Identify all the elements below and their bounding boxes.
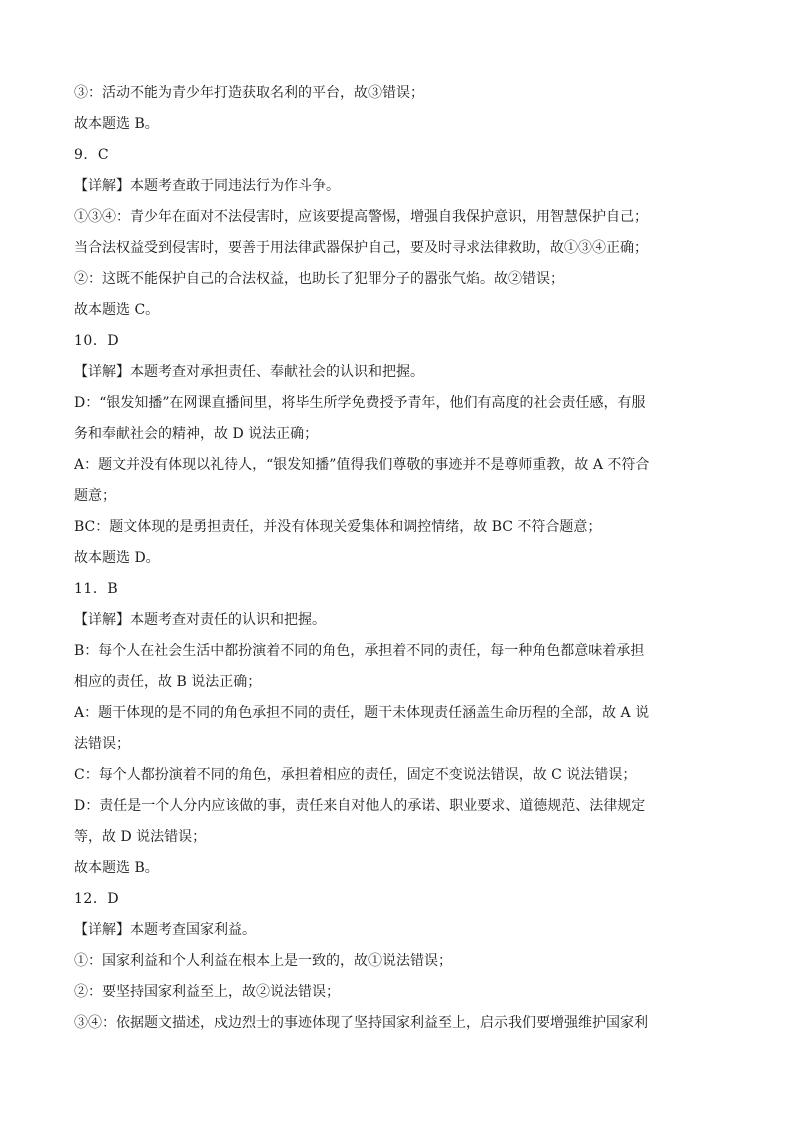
text-line: ②：要坚持国家利益至上，故②说法错误；: [74, 984, 340, 1000]
text-line: BC：题文体现的是勇担责任，并没有体现关爱集体和调控情绪，故 BC 不符合题意；: [74, 519, 602, 535]
text-line: 当合法权益受到侵害时，要善于用法律武器保护自己，要及时寻求法律救助，故①③④正确；: [74, 240, 648, 256]
text-line: D：“银发知播”在网课直播间里，将毕生所学免费授予青年，他们有高度的社会责任感，有服: [74, 395, 646, 411]
text-line: ③④：依据题文描述，戍边烈士的事迹体现了坚持国家利益至上，启示我们要增强维护国家利: [74, 1015, 648, 1031]
text-line: 等，故 D 说法错误；: [74, 829, 207, 845]
explanation-heading: 【详解】本题考查国家利益。: [74, 922, 256, 938]
text-line: C：每个人都扮演着不同的角色，承担着相应的责任，固定不变说法错误，故 C 说法错误；: [74, 767, 637, 783]
text-line: ①：国家利益和个人利益在根本上是一致的，故①说法错误；: [74, 953, 452, 969]
text-line: A：题干体现的是不同的角色承担不同的责任，题干未体现责任涵盖生命历程的全部，故 A 说: [74, 705, 650, 721]
question-number: 12．D: [74, 891, 120, 907]
explanation-heading: 【详解】本题考查对承担责任、奉献社会的认识和把握。: [74, 364, 424, 380]
explanation-heading: 【详解】本题考查敢于同违法行为作斗争。: [74, 178, 340, 194]
text-line: 题意；: [74, 488, 116, 504]
text-line: A：题文并没有体现以礼待人，“银发知播”值得我们尊敬的事迹并不是尊师重教，故 A 不符合: [74, 457, 650, 473]
question-number: 9．C: [74, 147, 110, 163]
text-line: 故本题选 C。: [74, 302, 160, 318]
text-line: ①③④：青少年在面对不法侵害时，应该要提高警惕，增强自我保护意识，用智慧保护自己；: [74, 209, 648, 225]
question-number: 10．D: [74, 333, 120, 349]
question-number: 11．B: [74, 581, 119, 597]
text-line: 故本题选 B。: [74, 860, 159, 876]
text-line: 故本题选 B。: [74, 116, 159, 132]
text-line: D：责任是一个人分内应该做的事，责任来自对他人的承诺、职业要求、道德规范、法律规定: [74, 798, 646, 814]
text-line: 相应的责任，故 B 说法正确；: [74, 674, 262, 690]
text-line: 务和奉献社会的精神，故 D 说法正确；: [74, 426, 319, 442]
text-line: 法错误；: [74, 736, 130, 752]
answer-explanations: [74, 78, 726, 1039]
text-line: B：每个人在社会生活中都扮演着不同的角色，承担着不同的责任，每一种角色都意味着承担: [74, 643, 645, 659]
text-line: ③：活动不能为青少年打造获取名利的平台，故③错误；: [74, 85, 424, 101]
text-line: 故本题选 D。: [74, 550, 160, 566]
explanation-heading: 【详解】本题考查对责任的认识和把握。: [74, 612, 326, 628]
text-line: ②：这既不能保护自己的合法权益，也助长了犯罪分子的嚣张气焰。故②错误；: [74, 271, 564, 287]
